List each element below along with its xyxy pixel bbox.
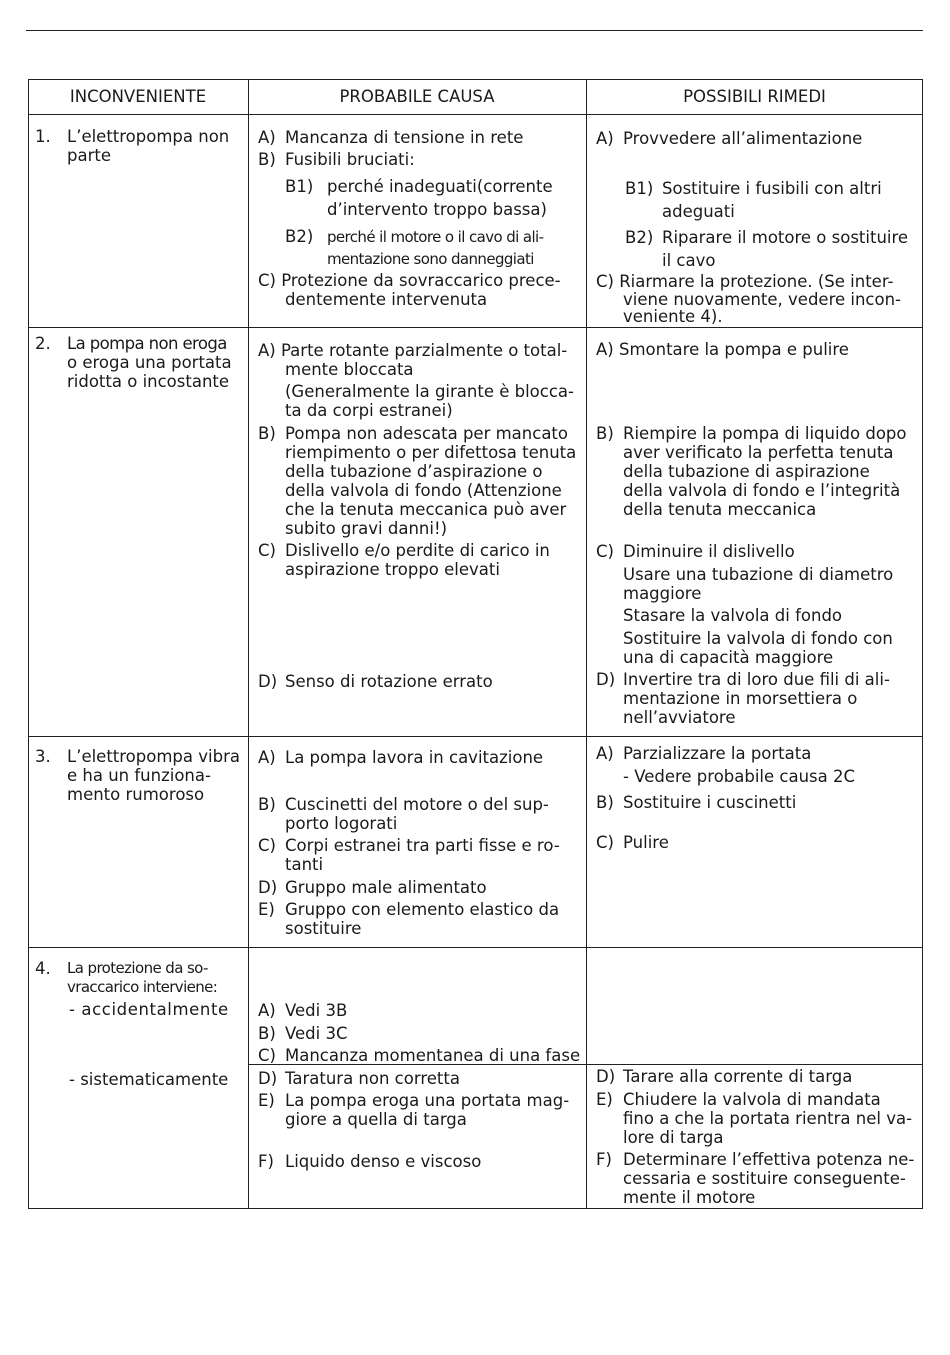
cause-text: riempimento o per difettosa tenuta	[285, 443, 577, 462]
problem-text: ridotta o incostante	[67, 372, 230, 391]
remedy-text: mentazione in morsettiera o	[623, 689, 858, 708]
remedy-text: lore di targa	[623, 1128, 724, 1147]
cause-text: Pompa non adescata per mancato	[285, 424, 568, 443]
column-divider	[586, 79, 587, 1209]
top-rule	[26, 30, 923, 31]
cause-text: della tubazione d’aspirazione o	[285, 462, 543, 481]
remedy-text: una di capacità maggiore	[623, 648, 834, 667]
remedy-text: nell’avviatore	[623, 708, 736, 727]
cause-key: D)	[258, 1069, 278, 1088]
cause-text: aspirazione troppo elevati	[285, 560, 500, 579]
remedy-text: Sostituire la valvola di fondo con	[623, 629, 893, 648]
remedy-text: - Vedere probabile causa 2C	[623, 767, 856, 786]
cause-text: Corpi estranei tra parti fisse e ro-	[285, 836, 560, 855]
remedy-text: Diminuire il dislivello	[623, 542, 795, 561]
problem-text: La protezione da so-	[67, 959, 208, 977]
cause-text: perché inadeguati(corrente	[327, 177, 553, 196]
row-divider	[28, 736, 923, 737]
cause-text: Gruppo male alimentato	[285, 878, 487, 897]
cause-key: C)	[258, 836, 276, 855]
remedy-text: veniente 4).	[623, 307, 723, 326]
remedy-key: B)	[596, 793, 614, 812]
remedy-key: C)	[596, 542, 614, 561]
remedy-text: il cavo	[662, 251, 716, 270]
remedy-text: Sostituire i cuscinetti	[623, 793, 797, 812]
row-divider	[28, 327, 923, 328]
problem-sub-accidental: - accidentalmente	[69, 1000, 229, 1019]
row-number: 1.	[35, 127, 51, 146]
cause-text: (Generalmente la girante è blocca-	[285, 382, 574, 401]
cause-text: mentazione sono danneggiati	[327, 250, 534, 268]
cause-text: della valvola di fondo (Attenzione	[285, 481, 562, 500]
remedy-text: Riempire la pompa di liquido dopo	[623, 424, 907, 443]
cause-text: Cuscinetti del motore o del sup-	[285, 795, 549, 814]
cause-key: B2)	[285, 227, 314, 246]
row-number: 3.	[35, 747, 51, 766]
cause-text: che la tenuta meccanica può aver	[285, 500, 567, 519]
remedy-key: E)	[596, 1090, 613, 1109]
remedy-text: maggiore	[623, 584, 702, 603]
row-divider	[28, 114, 923, 115]
cause-text: Fusibili bruciati:	[285, 150, 415, 169]
column-divider	[248, 79, 249, 1209]
remedy-text: viene nuovamente, vedere incon-	[623, 290, 902, 309]
remedy-key: B)	[596, 424, 614, 443]
remedy-text: della tenuta meccanica	[623, 500, 817, 519]
header-possibili-rimedi: POSSIBILI RIMEDI	[683, 87, 826, 106]
remedy-text: della valvola di fondo e l’integrità	[623, 481, 901, 500]
problem-text: o eroga una portata	[67, 353, 232, 372]
problem-text: vraccarico interviene:	[67, 978, 218, 996]
cause-key: D)	[258, 672, 278, 691]
cause-text: dentemente intervenuta	[285, 290, 488, 309]
remedy-key: C)	[596, 833, 614, 852]
cause-key: A)	[258, 1001, 276, 1020]
cause-key: F)	[258, 1152, 274, 1171]
cause-key: B)	[258, 150, 276, 169]
remedy-text: della tubazione di aspirazione	[623, 462, 870, 481]
header-probabile-causa: PROBABILE CAUSA	[339, 87, 495, 106]
remedy-key: A)	[596, 744, 614, 763]
remedy-text: cessaria e sostituire conseguente-	[623, 1169, 906, 1188]
cause-key: B)	[258, 424, 276, 443]
remedy-text: Determinare l’effettiva potenza ne-	[623, 1150, 915, 1169]
cause-text: sostituire	[285, 919, 362, 938]
row-number: 4.	[35, 959, 51, 978]
cause-text: d’intervento troppo bassa)	[327, 200, 547, 219]
remedy-key: A)	[596, 129, 614, 148]
cause-text: Liquido denso e viscoso	[285, 1152, 482, 1171]
cause-text: La pompa lavora in cavitazione	[285, 748, 544, 767]
cause-text: Mancanza momentanea di una fase	[285, 1046, 581, 1065]
remedy-text: Usare una tubazione di diametro	[623, 565, 894, 584]
cause-text: Vedi 3B	[285, 1001, 348, 1020]
remedy-key: F)	[596, 1150, 612, 1169]
cause-key: E)	[258, 900, 275, 919]
remedy-text: Pulire	[623, 833, 669, 852]
cause-text: ta da corpi estranei)	[285, 401, 453, 420]
remedy-text: adeguati	[662, 202, 735, 221]
problem-text: L’elettropompa vibra	[67, 747, 240, 766]
cause-text: porto logorati	[285, 814, 398, 833]
remedy-text: fino a che la portata rientra nel va-	[623, 1109, 913, 1128]
cause-key: C)	[258, 1046, 276, 1065]
cause-text: Dislivello e/o perdite di carico in	[285, 541, 550, 560]
problem-text: e ha un funziona-	[67, 766, 211, 785]
remedy-text: Invertire tra di loro due fili di ali-	[623, 670, 890, 689]
remedy-text: Sostituire i fusibili con altri	[662, 179, 882, 198]
remedy-text: Parzializzare la portata	[623, 744, 812, 763]
cause-text: C) Protezione da sovraccarico prece-	[258, 271, 561, 290]
remedy-key: B2)	[625, 228, 654, 247]
problem-text: L’elettropompa non	[67, 127, 230, 146]
remedy-text: C) Riarmare la protezione. (Se inter-	[596, 272, 894, 291]
cause-text: Taratura non corretta	[285, 1069, 460, 1088]
cause-key: B)	[258, 1024, 276, 1043]
cause-text: Vedi 3C	[285, 1024, 348, 1043]
cause-text: mente bloccata	[285, 360, 414, 379]
problem-sub-systematic: - sistematicamente	[69, 1070, 229, 1089]
cause-text: tanti	[285, 855, 324, 874]
remedy-text: aver verificato la perfetta tenuta	[623, 443, 894, 462]
row-number: 2.	[35, 334, 51, 353]
header-inconveniente: INCONVENIENTE	[69, 87, 207, 106]
cause-key: B)	[258, 795, 276, 814]
remedy-text: Stasare la valvola di fondo	[623, 606, 843, 625]
cause-text: perché il motore o il cavo di ali-	[327, 228, 544, 246]
problem-text: La pompa non eroga	[67, 334, 227, 353]
cause-key: B1)	[285, 177, 314, 196]
cause-key: C)	[258, 541, 276, 560]
cause-text: giore a quella di targa	[285, 1110, 467, 1129]
remedy-key: B1)	[625, 179, 654, 198]
remedy-text: mente il motore	[623, 1188, 756, 1207]
remedy-text: Riparare il motore o sostituire	[662, 228, 909, 247]
cause-key: E)	[258, 1091, 275, 1110]
problem-text: parte	[67, 146, 111, 165]
cause-key: A)	[258, 748, 276, 767]
cause-text: A) Parte rotante parzialmente o total-	[258, 341, 568, 360]
cause-text: La pompa eroga una portata mag-	[285, 1091, 570, 1110]
cause-text: subito gravi danni!)	[285, 519, 448, 538]
cause-key: A)	[258, 128, 276, 147]
remedy-text: Chiudere la valvola di mandata	[623, 1090, 881, 1109]
cause-text: Mancanza di tensione in rete	[285, 128, 524, 147]
remedy-key: D)	[596, 1067, 616, 1086]
remedy-text: Provvedere all’alimentazione	[623, 129, 863, 148]
cause-text: Senso di rotazione errato	[285, 672, 493, 691]
row-divider	[28, 947, 923, 948]
remedy-text: A) Smontare la pompa e pulire	[596, 340, 849, 359]
problem-text: mento rumoroso	[67, 785, 205, 804]
cause-text: Gruppo con elemento elastico da	[285, 900, 560, 919]
cause-key: D)	[258, 878, 278, 897]
remedy-key: D)	[596, 670, 616, 689]
remedy-text: Tarare alla corrente di targa	[623, 1067, 853, 1086]
